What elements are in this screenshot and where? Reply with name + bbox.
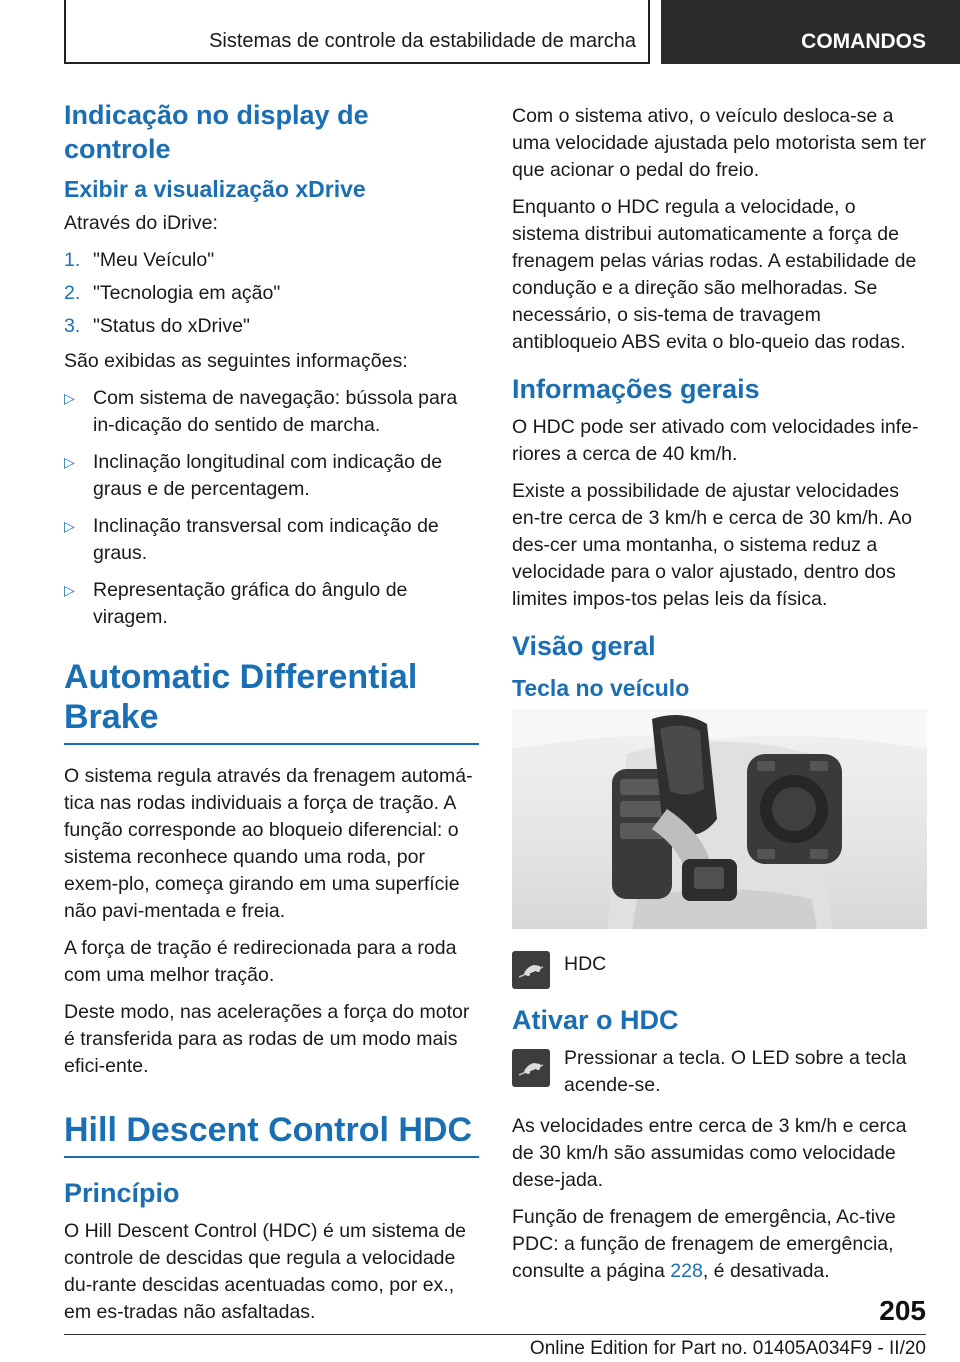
principio-paragraph: O Hill Descent Control (HDC) é um sistema de controle de descidas que regula a velocidade du-rante descidas acentuadas como, por ex., em es-tradas não asfaltadas. xyxy=(64,1220,467,1323)
triangle-bullet-icon: ▷ xyxy=(64,582,75,598)
footer-divider xyxy=(64,1334,926,1335)
header-section-box xyxy=(64,0,650,64)
press-button-instruction xyxy=(512,1045,927,1099)
step-number: 2. xyxy=(64,282,81,304)
triangle-bullet-icon: ▷ xyxy=(64,454,75,470)
triangle-bullet-icon: ▷ xyxy=(64,518,75,534)
chapter-tab xyxy=(661,0,960,64)
heading-general-info: Informações gerais xyxy=(512,374,760,404)
triangle-bullet-icon: ▷ xyxy=(64,390,75,406)
hill-descent-car-icon xyxy=(512,951,550,989)
hdc-button-label: HDC xyxy=(564,953,607,975)
list-item xyxy=(64,385,479,439)
adb-paragraph-1: O sistema regula através da frenagem automá-tica nas rodas individuais a força de tração. A função corresponde ao bloqueio diferencial: o sistema reconhece quando uma roda, por exem-plo, começa girando em uma superfície não pavi-mentada e freia. xyxy=(64,765,473,922)
bullet-text: Inclinação longitudinal com indicação de graus e de percentagem. xyxy=(93,451,443,500)
center-console-illustration xyxy=(512,709,927,929)
general-info-paragraph-1: O HDC pode ser ativado com velocidades infe-riores a cerca de 40 km/h. xyxy=(512,416,919,465)
adb-heading-block xyxy=(64,657,479,745)
step-text: "Tecnologia em ação" xyxy=(93,282,281,304)
step-number: 1. xyxy=(64,249,81,271)
hdc-button-legend xyxy=(512,947,927,989)
speeds-paragraph: As velocidades entre cerca de 3 km/h e cerca de 30 km/h são assumidas como velocidade dese-jada. xyxy=(512,1115,907,1191)
hdc-heading-block xyxy=(64,1110,479,1158)
page-link[interactable]: 228 xyxy=(670,1260,703,1282)
emergency-text-suffix: , é desativada. xyxy=(702,1260,830,1282)
center-console-photo xyxy=(512,709,927,929)
heading-hill-descent-control: Hill Descent Control HDC xyxy=(64,1111,473,1149)
chapter-title: COMANDOS xyxy=(801,30,926,53)
list-item xyxy=(64,577,479,631)
edition-text: Online Edition for Part no. 01405A034F9 - II/20 xyxy=(529,1338,926,1359)
list-item xyxy=(64,280,479,307)
list-item xyxy=(64,513,479,567)
adb-paragraph-2: A força de tração é redirecionada para a roda com uma melhor tração. xyxy=(64,937,457,986)
adb-paragraph-3: Deste modo, nas acelerações a força do motor é transferida para as rodas de um modo mais efici-ente. xyxy=(64,1001,470,1077)
heading-show-xdrive: Exibir a visualização xDrive xyxy=(64,176,366,202)
press-button-text: Pressionar a tecla. O LED sobre a tecla acende-se. xyxy=(564,1047,907,1096)
emergency-text-prefix: Função de frenagem de emergência, Ac-tive PDC: a função de frenagem de emergência, consulte a página xyxy=(512,1206,896,1282)
heading-principio: Princípio xyxy=(64,1178,180,1208)
hdc-regulation-paragraph: Enquanto o HDC regula a velocidade, o sistema distribui automaticamente a força de frenagem pelas várias rodas. A estabilidade de condução e a direção são melhoradas. Se necessário, o sis-tema de travagem antibloqueio ABS evita o blo-queio das rodas. xyxy=(512,196,917,353)
general-info-paragraph-2: Existe a possibilidade de ajustar velocidades en-tre cerca de 3 km/h e cerca de 30 km/h. Ao des-cer uma montanha, o sistema reduz a velocidade para o valor ajustado, dentro dos limites impos-tos pelas leis da física. xyxy=(512,480,912,610)
bullet-text: Representação gráfica do ângulo de viragem. xyxy=(93,579,408,628)
info-bullet-list xyxy=(64,385,479,631)
heading-display-indication: Indicação no display de controle xyxy=(64,100,369,164)
bullet-text: Inclinação transversal com indicação de graus. xyxy=(93,515,439,564)
heading-automatic-differential-brake: Automatic Differential Brake xyxy=(64,658,418,736)
page-number: 205 xyxy=(879,1295,926,1326)
heading-vehicle-button: Tecla no veículo xyxy=(512,675,690,701)
step-text: "Status do xDrive" xyxy=(93,315,250,337)
heading-activate-hdc: Ativar o HDC xyxy=(512,1005,679,1035)
emergency-braking-paragraph xyxy=(512,1204,927,1285)
right-column xyxy=(512,103,927,1295)
list-item xyxy=(64,449,479,503)
info-intro-text: São exibidas as seguintes informações: xyxy=(64,350,408,372)
list-item xyxy=(64,313,479,340)
idrive-steps-list xyxy=(64,247,479,340)
step-number: 3. xyxy=(64,315,81,337)
list-item xyxy=(64,247,479,274)
via-idrive-text: Através do iDrive: xyxy=(64,212,218,234)
step-text: "Meu Veículo" xyxy=(93,249,215,271)
left-column xyxy=(64,98,479,1336)
heading-overview: Visão geral xyxy=(512,631,656,661)
section-title: Sistemas de controle da estabilidade de marcha xyxy=(209,30,636,52)
bullet-text: Com sistema de navegação: bússola para in-dicação do sentido de marcha. xyxy=(93,387,458,436)
hill-descent-car-icon xyxy=(512,1049,550,1087)
hdc-active-paragraph: Com o sistema ativo, o veículo desloca-se a uma velocidade ajustada pelo motorista sem ter que acionar o pedal do freio. xyxy=(512,105,927,181)
